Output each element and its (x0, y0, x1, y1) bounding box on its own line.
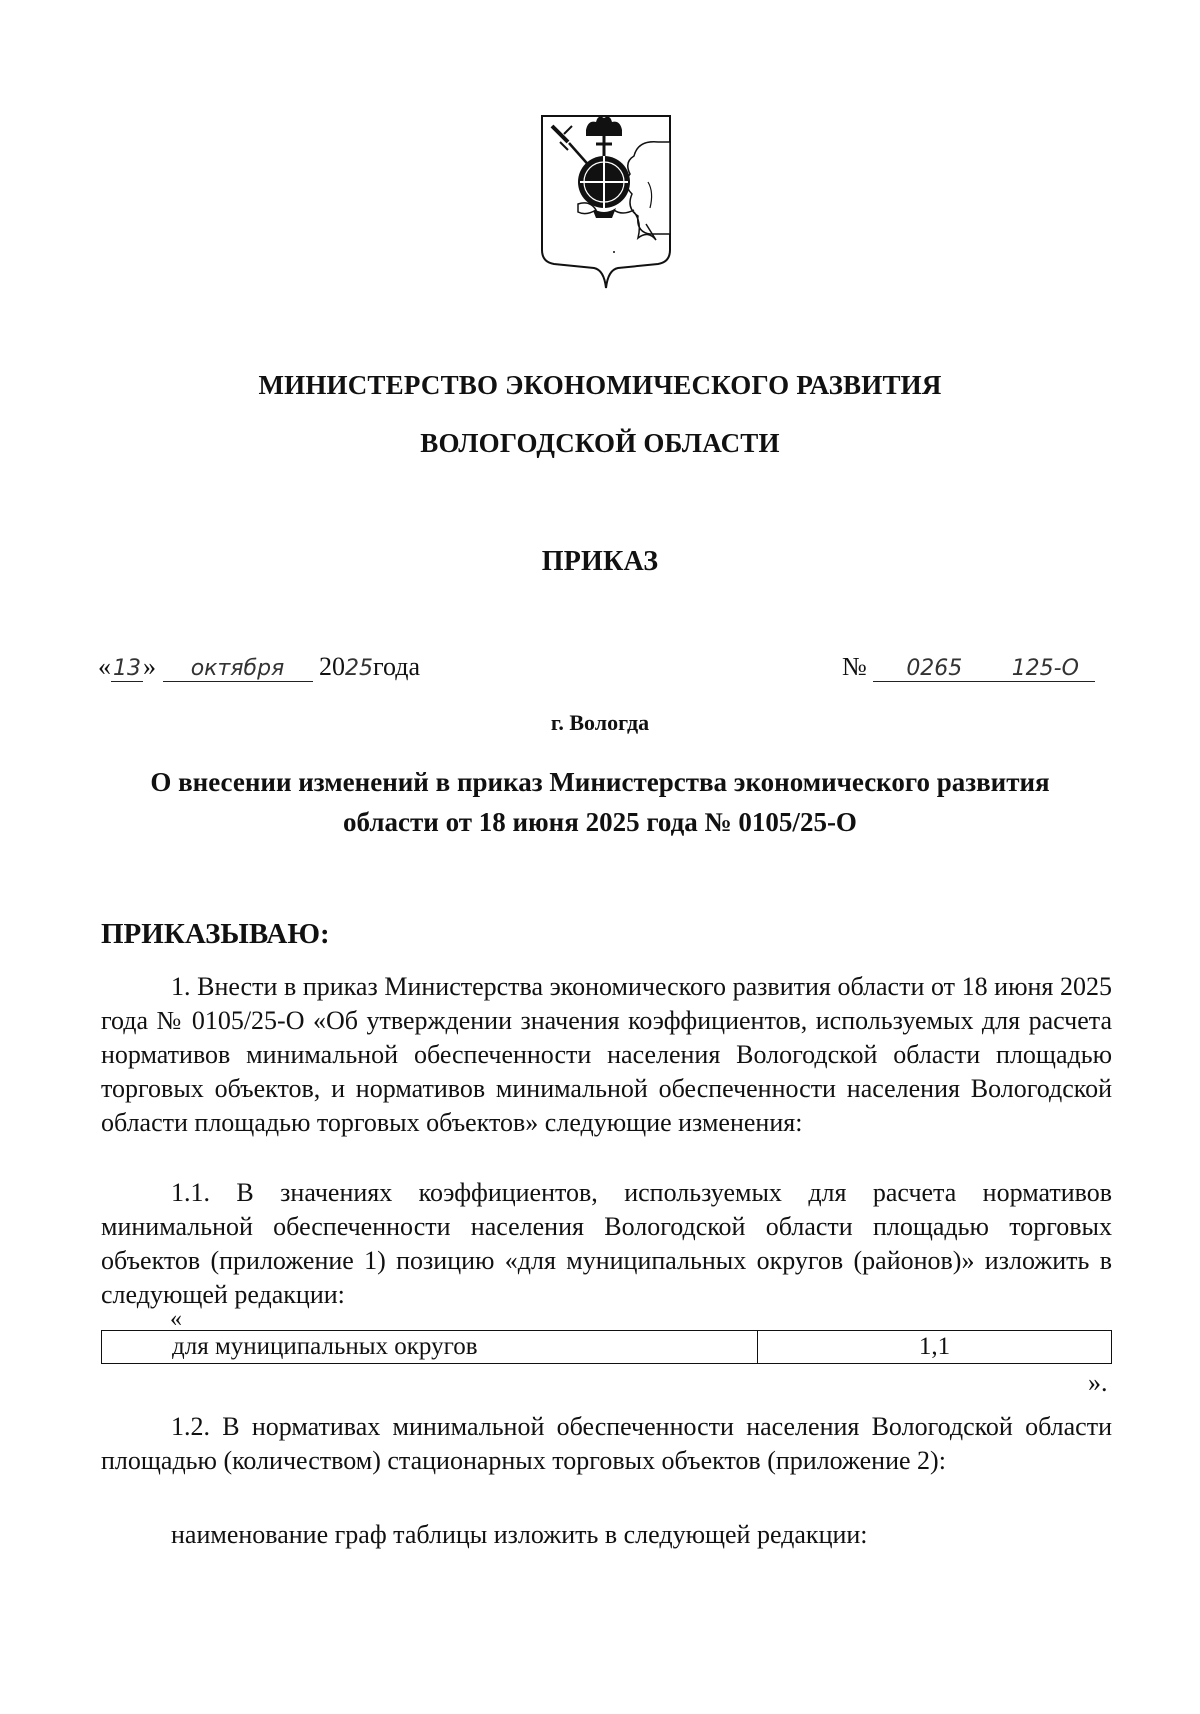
quote-open: « (170, 1306, 182, 1332)
region-title: ВОЛОГОДСКОЙ ОБЛАСТИ (420, 428, 780, 458)
paragraph-1-2: 1.2. В нормативах минимальной обеспеченности населения Вологодской области площадью (количеством) стационарных торговых объектов (приложение 2): (101, 1412, 1112, 1475)
document-type: ПРИКАЗ (541, 546, 659, 577)
order-number (842, 652, 1095, 682)
table-cell-value: 1,1 (918, 1333, 951, 1360)
number-sign: № (842, 652, 867, 681)
date-year-word: года (373, 652, 421, 681)
paragraph-1-1: 1.1. В значениях коэффициентов, используемых для расчета нормативов минимальной обеспеченности населения Вологодской области площадью торговых объектов (приложение 1) позицию «для муниципальных округов (районов)» изложить в следующей редакции: (101, 1178, 1112, 1309)
date-year-prefix: 20 (319, 652, 345, 681)
ministry-title: МИНИСТЕРСТВО ЭКОНОМИЧЕСКОГО РАЗВИТИЯ (258, 370, 942, 400)
order-subject: О внесении изменений в приказ Министерства экономического развития области от 18 июня 2025 года № 0105/25-О (150, 767, 1050, 837)
paragraph-1: 1. Внести в приказ Министерства экономического развития области от 18 июня 2025 года № 0105/25-О «Об утверждении значения коэффициентов, используемых для расчета нормативов минимальной обеспеченности населения Вологодской области площадью торговых объектов, и нормативов минимальной обеспеченности населения Вологодской области площадью торговых объектов» следующие изменения: (101, 972, 1112, 1137)
date-day: 13 (113, 656, 141, 681)
quote-close: ». (1088, 1368, 1108, 1397)
date-year-suffix: 25 (345, 656, 373, 681)
table-cell-label: для муниципальных округов (102, 1331, 758, 1363)
coefficient-table (101, 1330, 1112, 1364)
city: г. Вологда (550, 710, 650, 735)
paragraph-last: наименование граф таблицы изложить в следующей редакции: (171, 1520, 868, 1549)
date-month: октября (163, 657, 313, 682)
number-part-1: 0265 (873, 657, 995, 682)
command-heading: ПРИКАЗЫВАЮ: (101, 918, 330, 950)
date-open-quote: « (98, 652, 111, 681)
date-close-quote: » (143, 652, 156, 681)
coat-of-arms-icon (538, 112, 674, 290)
number-part-2: 125-О (995, 657, 1095, 682)
order-date (98, 652, 420, 682)
